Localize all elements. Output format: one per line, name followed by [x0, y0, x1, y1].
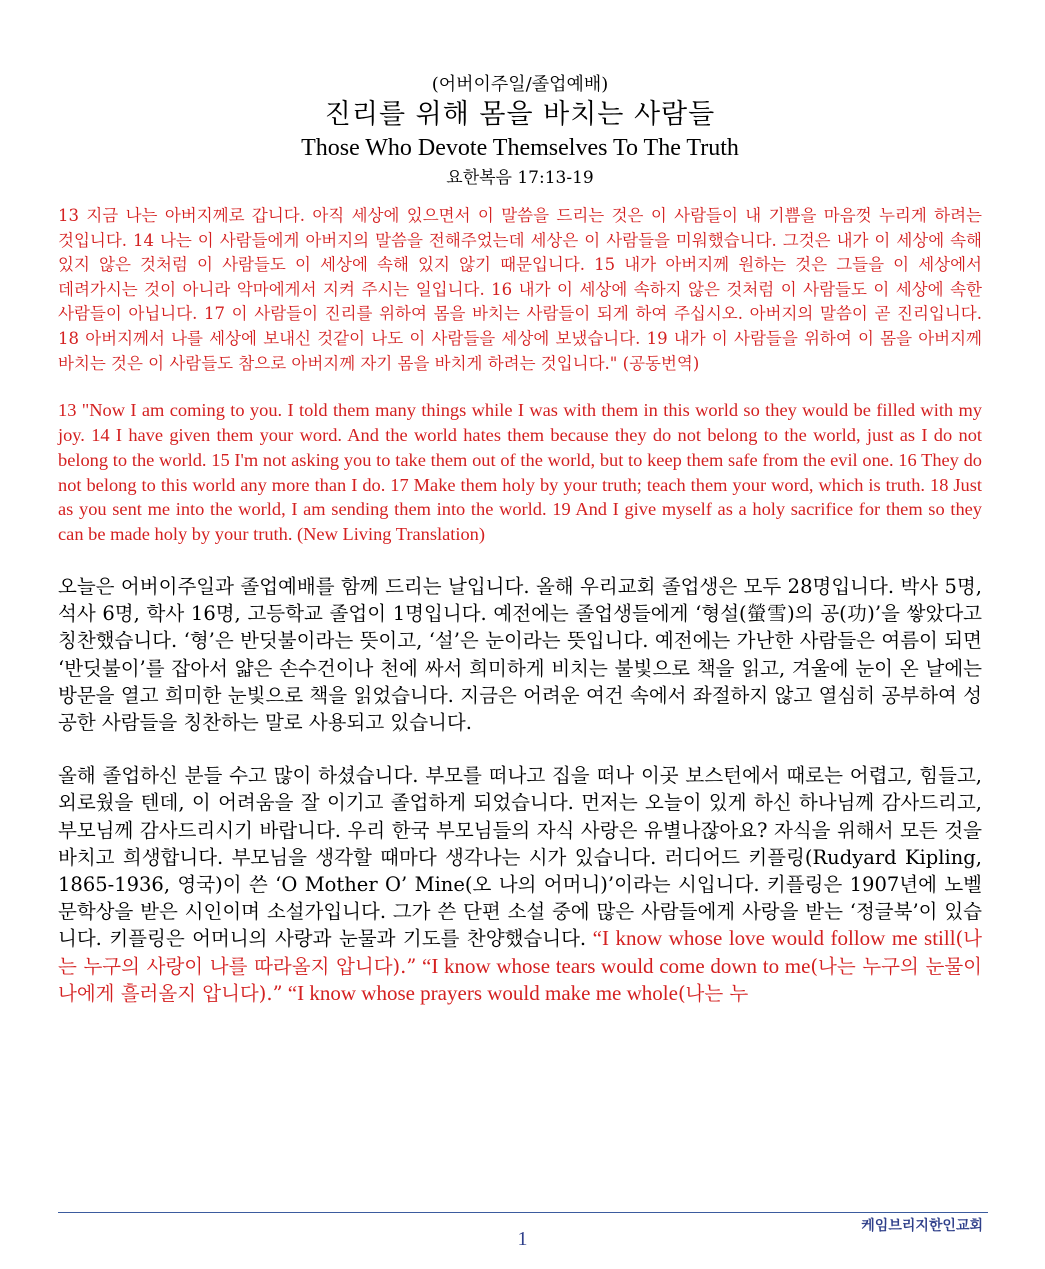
sermon-title: 진리를 위해 몸을 바치는 사람들	[324, 99, 716, 130]
paragraph-2-text: 올해 졸업하신 분들 수고 많이 하셨습니다. 부모를 떠나고 집을 떠나 이곳 보스턴에서 때로는 어렵고, 힘들고, 외로웠을 텐데, 이 어려움을 잘 이기고 졸업하게 되었습니다. 먼저는 오늘이 있게 하신 하나님께 감사드리고, 부모님께 감사드리시기 바랍니다. 우리 한국 부모님들의 자식 사랑은 유별나잖아요? 자식을 위해서 모든 것을 바치고 희생합니다. 부모님을 생각할 때마다 생각나는 시가 있습니다. 러디어드 키플링(Rudyard Kipling, 1865-1936, 영국)이 쓴 ‘O Mother O’ Mine(오 나의 어머니)’이라는 시입니다. 키플링은 1907년에 노벨 문학상을 받은 시인이며 소설가입니다. 그가 쓴 단편 소설 중에 많은 사람들에게 사랑을 받는 ‘정글북’이 있습니다. 키플링은 어머니의 사랑과 눈물과 기도를 찬양했습니다.	[58, 764, 982, 951]
scripture-korean: 13 지금 나는 아버지께로 갑니다. 아직 세상에 있으면서 이 말씀을 드리는 것은 이 사람들이 내 기쁨을 마음껏 누리게 하려는 것입니다. 14 나는 이 사람들에게 아버지의 말씀을 전해주었는데 세상은 이 사람들을 미워했습니다. 그것은 내가 이 세상에 속해 있지 않은 것처럼 이 사람들도 이 세상에 속해 있지 않기 때문입니다. 15 내가 아버지께 원하는 것은 그들을 이 세상에서 데려가시는 것이 아니라 악마에게서 지켜 주시는 일입니다. 16 내가 이 세상에 속하지 않은 것처럼 이 사람들도 이 세상에 속한 사람들이 아닙니다. 17 이 사람들이 진리를 위하여 몸을 바치는 사람들이 되게 하여 주십시오. 아버지의 말씀이 곧 진리입니다. 18 아버지께서 나를 세상에 보내신 것같이 나도 이 사람들을 세상에 보냈습니다. 19 내가 이 사람들을 위하여 이 몸을 아버지께 바치는 것은 이 사람들도 참으로 아버지께 자기 몸을 바치게 하려는 것입니다." (공동번역)	[58, 206, 982, 373]
footer-divider	[58, 1212, 988, 1213]
poem-quote-2-english: “I know whose tears would come down to me	[416, 953, 811, 978]
body-paragraph-1: 오늘은 어버이주일과 졸업예배를 함께 드리는 날입니다. 올해 우리교회 졸업생은 모두 28명입니다. 박사 5명, 석사 6명, 학사 16명, 고등학교 졸업이 1명입니다. 예전에는 졸업생들에게 ‘형설(螢雪)의 공(功)’을 쌓았다고 칭찬했습니다. ‘형’은 반딧불이라는 뜻이고, ‘설’은 눈이라는 뜻입니다. 예전에는 가난한 사람들은 여름이 되면 ‘반딧불이’를 잡아서 얇은 손수건이나 천에 싸서 희미하게 비치는 불빛으로 책을 읽고, 겨울에 눈이 온 날에는 방문을 열고 희미한 눈빛으로 책을 읽었습니다. 지금은 어려운 여건 속에서 좌절하지 않고 열심히 공부하여 성공한 사람들을 칭찬하는 말로 사용되고 있습니다.	[58, 574, 982, 734]
footer-church-name: 케임브리지한인교회	[861, 1218, 983, 1234]
poem-quote-1-english: “I know whose love would follow me still	[586, 926, 956, 951]
page-number: 1	[517, 1228, 528, 1250]
body-paragraph-2	[58, 762, 982, 1007]
document-page	[58, 72, 982, 1007]
service-subtitle: (어버이주일/졸업예배)	[431, 74, 609, 95]
scripture-english: 13 "Now I am coming to you. I told them many things while I was with them in this world so they would be filled with my joy. 14 I have given them your word. And the world hates them because they do not belong to the world, just as I do not belong to the world. 15 I'm not asking you to take them out of the world, but to keep them safe from the evil one. 16 They do not belong to this world any more than I do. 17 Make them holy by your truth; teach them your word, which is truth. 18 Just as you sent me into the world, I am sending them into the world. 19 And I give myself as a holy sacrifice for them so they can be made holy by your truth. (New Living Translation)	[58, 400, 982, 545]
scripture-reference: 요한복음 17:13-19	[446, 168, 594, 188]
sermon-english-title: Those Who Devote Themselves To The Truth	[301, 135, 739, 161]
poem-quote-3-korean: (나는 누	[677, 981, 749, 1005]
poem-quote-1-korean: (나는 누구의 사랑이 나를 따라올지 압니다).”	[58, 927, 982, 978]
poem-quote-2-korean: (나는 누구의 눈물이 나에게 흘러올지 압니다).”	[58, 954, 982, 1005]
poem-quote-3-english: “I know whose prayers would make me whole	[282, 980, 678, 1005]
